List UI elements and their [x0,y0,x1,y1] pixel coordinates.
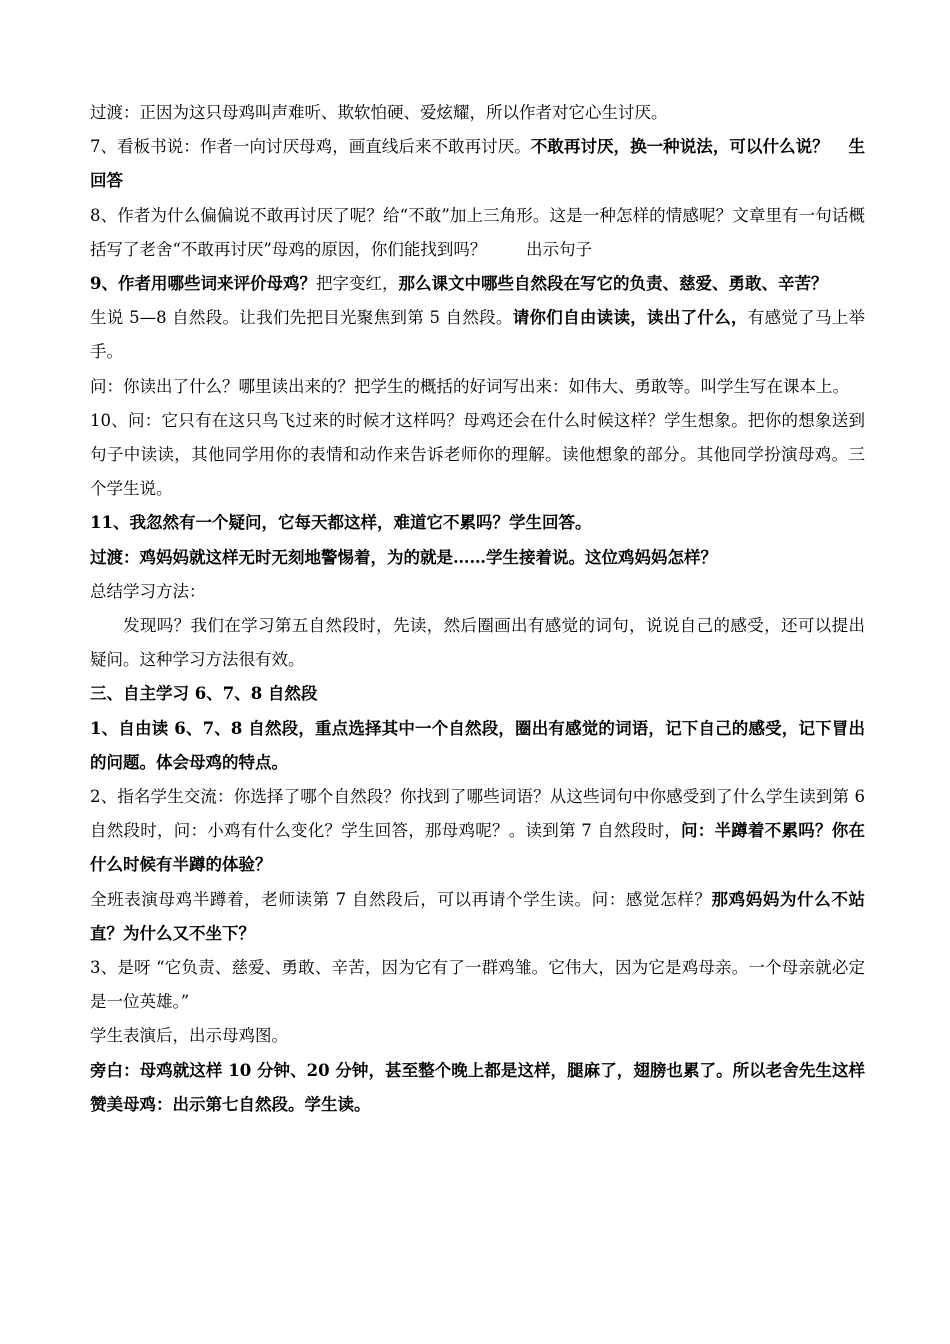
text-segment-bold: 问：半蹲着不累吗？你在什么时候有半蹲的体验？ [90,821,865,875]
text-segment-bold: 旁白：母鸡就这样 10 分钟、20 分钟，甚至整个晚上都是这样，腿麻了，翅膀也累了。所以老舍先生这样赞美母鸡：出示第七自然段。学生读。 [90,1060,865,1114]
paragraph-transition-2 [90,541,865,575]
text-segment: 发现吗？我们在学习第五自然段时，先读，然后圈画出有感觉的词句，说说自己的感受，还可以提出疑问。这种学习方法很有效。 [90,616,865,670]
paragraph-summary-heading [90,575,865,609]
section-heading-3 [90,677,865,711]
paragraph-item-2 [90,780,865,883]
paragraph-student-says [90,301,865,369]
text-segment: 把字变红， [315,274,399,294]
paragraph-item-3 [90,951,865,1019]
text-segment: 生说 5—8 自然段。让我们先把目光聚焦到第 5 自然段。 [90,308,513,328]
text-segment: 10、问：它只有在这只鸟飞过来的时候才这样吗？母鸡还会在什么时候这样？学生想象。把你的想象送到句子中读读，其他同学用你的表情和动作来告诉老师你的理解。读他想象的部分。其他同学扮演母鸡。三个学生说。 [90,410,865,499]
text-segment-bold: 生回答 [90,137,866,191]
text-segment-bold: 11、我忽然有一个疑问，它每天都这样，难道它不累吗？学生回答。 [90,513,592,533]
text-segment: 问：你读出了什么？哪里读出来的？把学生的概括的好词写出来：如伟大、勇敢等。叫学生写在课本上。 [90,376,849,396]
text-segment-bold: 9、作者用哪些词来评价母鸡？ [90,274,316,294]
text-segment: 3、是呀 “它负责、慈爱、勇敢、辛苦，因为它有了一群鸡雏。它伟大，因为它是鸡母亲。一个母亲就必定是一位英雄。” [90,958,865,1012]
paragraph-step-10 [90,404,865,507]
text-segment: 8、作者为什么偏偏说不敢再讨厌了呢？给“不敢”加上三角形。这是一种怎样的情感呢？文章里有一句话概括写了老舍“不敢再讨厌”母鸡的原因，你们能找到吗？ [90,205,865,259]
text-segment: 出示句子 [525,239,592,259]
text-segment-bold: 那鸡妈妈为什么不站直？为什么又不坐下？ [90,889,865,943]
text-segment: 7、看板书说：作者一向讨厌母鸡，画直线后来不敢再讨厌。 [90,137,531,157]
paragraph-step-7 [90,130,865,198]
text-segment-bold: 请你们自由读读，读出了什么， [512,308,748,328]
text-segment: 过渡：正因为这只母鸡叫声难听、欺软怕硬、爱炫耀，所以作者对它心生讨厌。 [90,103,668,122]
paragraph-step-8 [90,199,865,267]
paragraph-item-1 [90,712,865,780]
paragraph-step-11 [90,506,865,540]
paragraph-question [90,370,865,404]
text-segment: 2、指名学生交流：你选择了哪个自然段？你找到了哪些词语？从这些词句中你感受到了什么学生读到第 6 自然段时，问：小鸡有什么变化？学生回答，那母鸡呢？。读到第 7 自然段时， [90,787,865,841]
document-page [90,96,865,1122]
paragraph-narration [90,1054,865,1122]
text-segment: 全班表演母鸡半蹲着，老师读第 7 自然段后，可以再请个学生读。问：感觉怎样？ [90,889,712,909]
text-segment-bold: 不敢再讨厌，换一种说法，可以什么说？ [530,137,829,157]
paragraph-transition-1 [90,96,865,130]
text-segment: 总结学习方法： [90,581,206,601]
text-segment: 学生表演后，出示母鸡图。 [90,1026,288,1046]
text-segment: 有感觉了马上举手。 [90,308,866,362]
paragraph-summary-body [90,609,865,677]
paragraph-show-image [90,1019,865,1053]
text-segment-bold: 三、自主学习 6、7、8 自然段 [90,684,318,704]
text-segment-bold: 过渡：鸡妈妈就这样无时无刻地警惕着，为的就是……学生接着说。这位鸡妈妈怎样？ [90,547,717,567]
paragraph-class-performance [90,883,865,951]
text-segment-bold: 那么课文中哪些自然段在写它的负责、慈爱、勇敢、辛苦？ [398,274,828,294]
paragraph-step-9 [90,267,865,301]
text-segment-bold: 1、自由读 6、7、8 自然段，重点选择其中一个自然段，圈出有感觉的词语，记下自己的感受，记下冒出的问题。体会母鸡的特点。 [90,718,865,772]
